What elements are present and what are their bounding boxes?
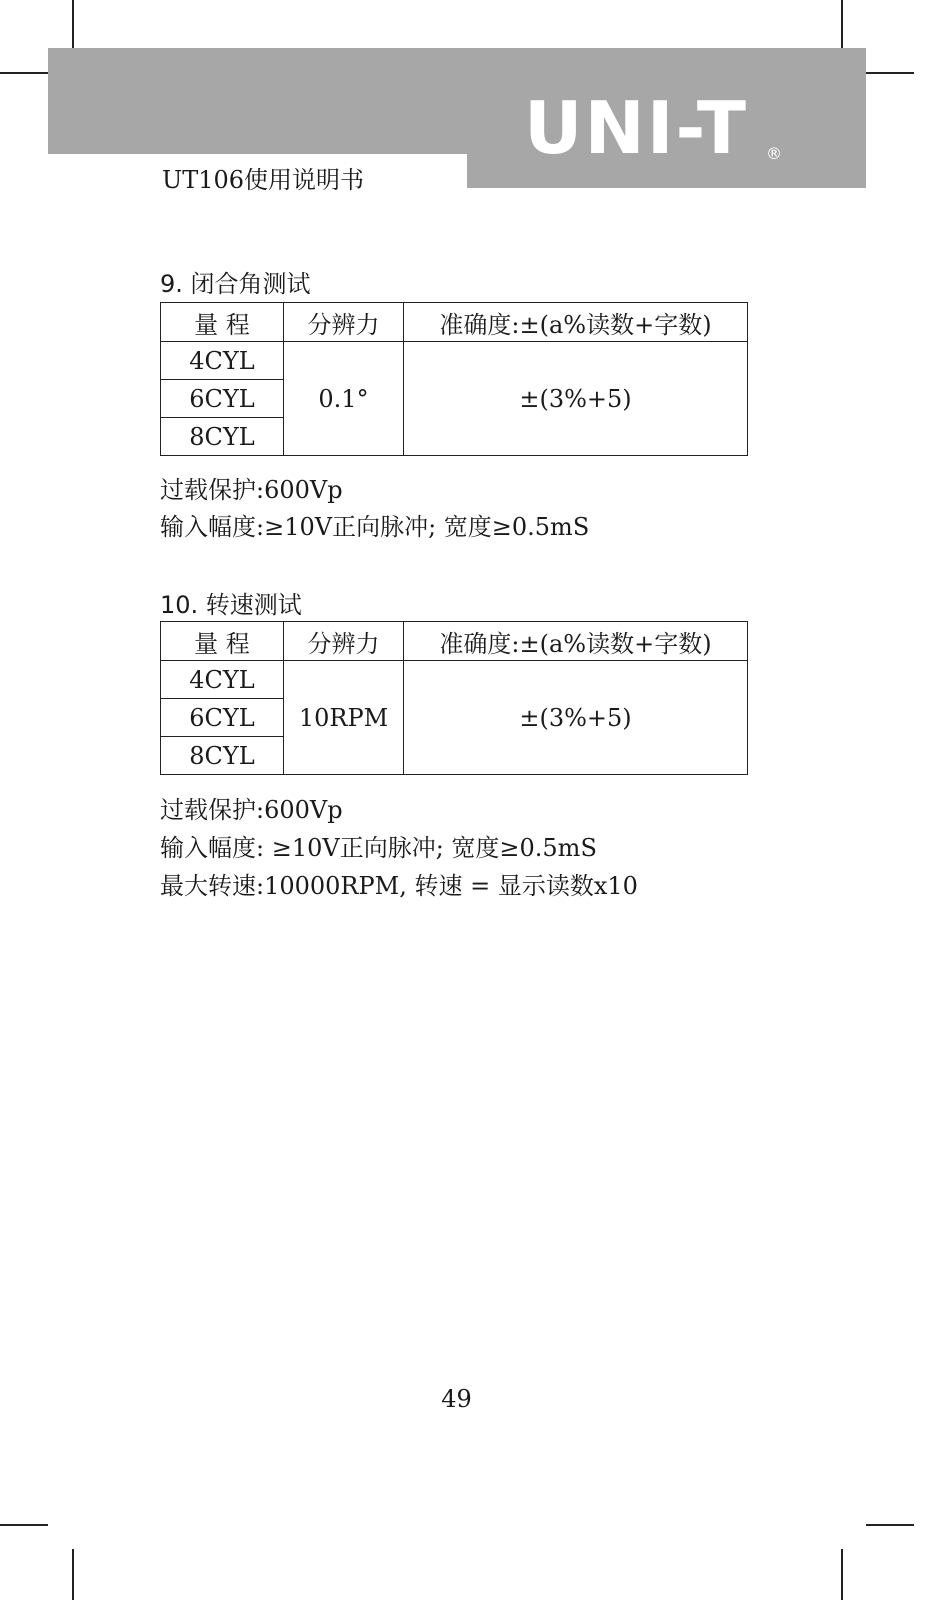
spec-note: 最大转速:10000RPM, 转速 = 显示读数x10 [160, 872, 638, 900]
crop-mark [841, 1549, 843, 1600]
spec-table [160, 621, 748, 775]
range-cell: 8CYL [161, 418, 284, 456]
accuracy-cell: ±(3%+5) [404, 661, 748, 775]
crop-mark [72, 1549, 74, 1600]
spec-table [160, 302, 748, 456]
range-cell: 4CYL [161, 661, 284, 699]
section-heading: 9. 闭合角测试 [160, 270, 311, 298]
crop-mark [866, 72, 914, 74]
header-range: 量 程 [161, 622, 284, 661]
crop-mark [72, 0, 74, 48]
header-resolution: 分辨力 [284, 622, 404, 661]
spec-note: 过载保护:600Vp [160, 796, 343, 824]
crop-mark [841, 0, 843, 48]
header-range: 量 程 [161, 303, 284, 342]
range-cell: 8CYL [161, 737, 284, 775]
spec-note: 输入幅度: ≥10V正向脉冲; 宽度≥0.5mS [160, 834, 597, 862]
header-accuracy: 准确度:±(a%读数+字数) [404, 622, 748, 661]
crop-mark [0, 72, 48, 74]
spec-note: 过载保护:600Vp [160, 476, 343, 504]
registered-mark: ® [766, 144, 782, 163]
crop-mark [866, 1524, 914, 1526]
brand-logo: UNI-T [524, 86, 748, 170]
section-heading: 10. 转速测试 [160, 591, 302, 619]
accuracy-cell: ±(3%+5) [404, 342, 748, 456]
header-resolution: 分辨力 [284, 303, 404, 342]
range-cell: 4CYL [161, 342, 284, 380]
range-cell: 6CYL [161, 380, 284, 418]
resolution-cell: 0.1° [284, 342, 404, 456]
page-number: 49 [441, 1385, 472, 1413]
range-cell: 6CYL [161, 699, 284, 737]
manual-title: UT106使用说明书 [162, 166, 365, 194]
spec-note: 输入幅度:≥10V正向脉冲; 宽度≥0.5mS [160, 513, 590, 541]
resolution-cell: 10RPM [284, 661, 404, 775]
header-accuracy: 准确度:±(a%读数+字数) [404, 303, 748, 342]
crop-mark [0, 1524, 48, 1526]
